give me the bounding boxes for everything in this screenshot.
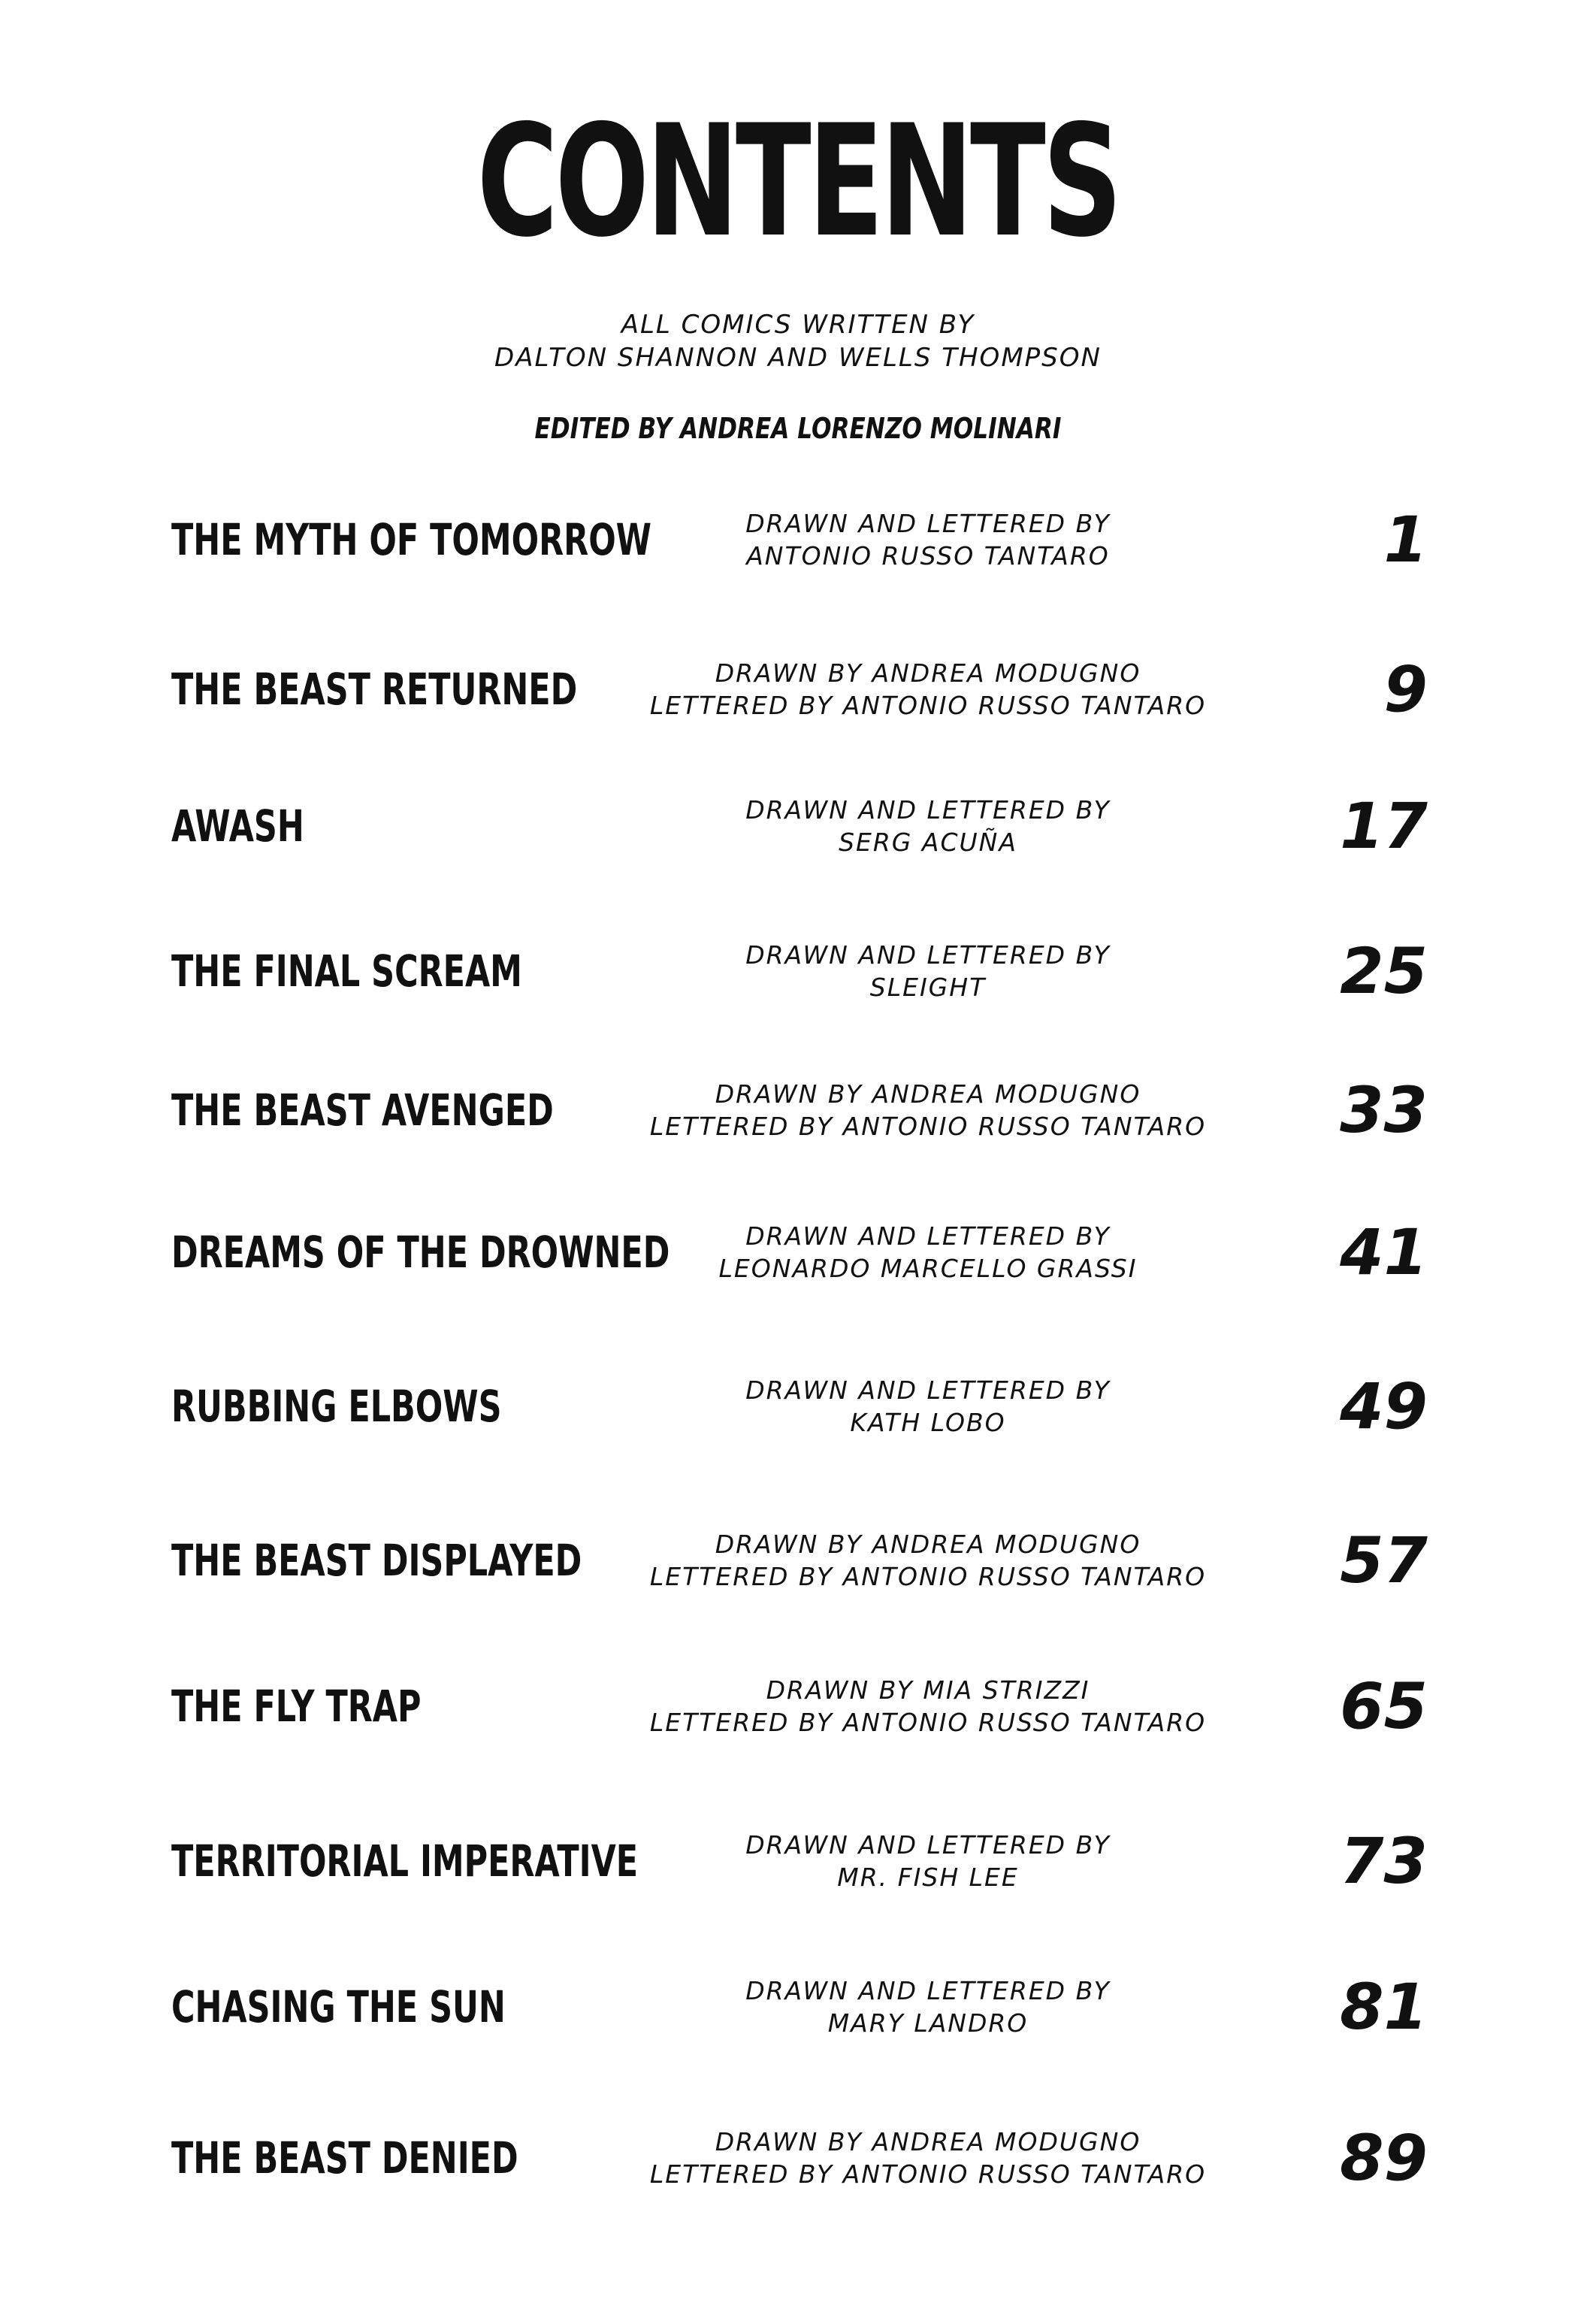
story-title: THE FLY TRAP bbox=[171, 1681, 422, 1732]
story-title: THE BEAST DISPLAYED bbox=[171, 1535, 582, 1586]
page-number: 81 bbox=[1340, 1970, 1428, 2044]
credit-line-1: DRAWN AND LETTERED BY bbox=[745, 1976, 1111, 2005]
story-title: THE FINAL SCREAM bbox=[171, 946, 522, 997]
story-title: THE BEAST DENIED bbox=[171, 2132, 518, 2184]
story-credit bbox=[631, 1069, 1225, 1152]
credit-line-2: LETTERED BY ANTONIO RUSSO TANTARO bbox=[649, 1112, 1207, 1141]
story-title: RUBBING ELBOWS bbox=[171, 1381, 502, 1432]
page-number: 9 bbox=[1383, 652, 1428, 726]
story-credit bbox=[631, 1966, 1225, 2048]
credit-line-2: MARY LANDRO bbox=[827, 2008, 1029, 2038]
page-number: 65 bbox=[1340, 1669, 1428, 1743]
story-credit bbox=[631, 2117, 1225, 2199]
credit-line-2: LETTERED BY ANTONIO RUSSO TANTARO bbox=[649, 2159, 1207, 2189]
story-title: THE BEAST AVENGED bbox=[171, 1085, 554, 1136]
page-number: 25 bbox=[1340, 934, 1428, 1008]
page-number: 89 bbox=[1340, 2121, 1428, 2195]
credit-line-2: KATH LOBO bbox=[850, 1408, 1006, 1437]
story-credit bbox=[631, 930, 1225, 1012]
page-number: 57 bbox=[1340, 1524, 1428, 1597]
toc-entry[interactable] bbox=[0, 1665, 1596, 1748]
credit-line-2: SERG ACUÑA bbox=[839, 828, 1017, 857]
story-title: THE MYTH OF TOMORROW bbox=[171, 514, 652, 565]
page-title: CONTENTS bbox=[476, 92, 1120, 271]
credit-line-1: DRAWN BY ANDREA MODUGNO bbox=[715, 1530, 1141, 1559]
credit-line-1: DRAWN AND LETTERED BY bbox=[745, 509, 1111, 538]
toc-entry[interactable] bbox=[0, 785, 1596, 867]
page-number: 33 bbox=[1340, 1073, 1428, 1147]
writers-credit-line-2: DALTON SHANNON AND WELLS THOMPSON bbox=[494, 343, 1102, 373]
toc-entry[interactable] bbox=[0, 1966, 1596, 2048]
toc-entry[interactable] bbox=[0, 1519, 1596, 1602]
toc-entry[interactable] bbox=[0, 1820, 1596, 1902]
toc-entry[interactable] bbox=[0, 930, 1596, 1012]
story-credit bbox=[631, 785, 1225, 867]
story-credit bbox=[631, 648, 1225, 731]
credit-line-1: DRAWN BY ANDREA MODUGNO bbox=[715, 2127, 1141, 2156]
credit-line-2: ANTONIO RUSSO TANTARO bbox=[746, 541, 1110, 570]
story-credit bbox=[631, 1665, 1225, 1748]
story-credit bbox=[631, 1211, 1225, 1294]
credit-line-1: DRAWN AND LETTERED BY bbox=[745, 795, 1111, 825]
credit-line-1: DRAWN BY ANDREA MODUGNO bbox=[715, 1079, 1141, 1109]
page-number: 1 bbox=[1383, 503, 1428, 577]
toc-entry[interactable] bbox=[0, 498, 1596, 581]
toc-entry[interactable] bbox=[0, 2117, 1596, 2199]
credit-line-1: DRAWN AND LETTERED BY bbox=[745, 940, 1111, 970]
credit-line-2: LETTERED BY ANTONIO RUSSO TANTARO bbox=[649, 691, 1207, 720]
story-title: TERRITORIAL IMPERATIVE bbox=[171, 1835, 639, 1887]
toc-entry[interactable] bbox=[0, 1365, 1596, 1448]
writers-credit bbox=[0, 308, 1596, 374]
story-title: DREAMS OF THE DROWNED bbox=[171, 1227, 670, 1278]
credit-line-2: MR. FISH LEE bbox=[837, 1863, 1019, 1892]
credit-line-2: LETTERED BY ANTONIO RUSSO TANTARO bbox=[649, 1562, 1207, 1591]
credit-line-2: SLEIGHT bbox=[869, 973, 987, 1002]
credit-line-1: DRAWN AND LETTERED BY bbox=[745, 1375, 1111, 1405]
story-credit bbox=[631, 1820, 1225, 1902]
credit-line-2: LETTERED BY ANTONIO RUSSO TANTARO bbox=[649, 1708, 1207, 1737]
credit-line-1: DRAWN AND LETTERED BY bbox=[745, 1221, 1111, 1251]
story-title: CHASING THE SUN bbox=[171, 1981, 506, 2032]
writers-credit-line-1: ALL COMICS WRITTEN BY bbox=[621, 310, 975, 340]
page-number: 73 bbox=[1340, 1824, 1428, 1898]
credit-line-1: DRAWN BY MIA STRIZZI bbox=[766, 1675, 1090, 1705]
credit-line-1: DRAWN BY ANDREA MODUGNO bbox=[715, 658, 1141, 688]
page-number: 49 bbox=[1340, 1369, 1428, 1443]
page-number: 17 bbox=[1340, 789, 1428, 863]
story-credit bbox=[631, 1365, 1225, 1448]
editor-credit: EDITED BY ANDREA LORENZO MOLINARI bbox=[534, 412, 1062, 445]
story-title: AWASH bbox=[171, 800, 304, 852]
story-credit bbox=[631, 1519, 1225, 1602]
credit-line-1: DRAWN AND LETTERED BY bbox=[745, 1830, 1111, 1860]
toc-entry[interactable] bbox=[0, 1211, 1596, 1294]
toc-entry[interactable] bbox=[0, 1069, 1596, 1152]
story-credit bbox=[631, 498, 1225, 581]
toc-entry[interactable] bbox=[0, 648, 1596, 731]
story-title: THE BEAST RETURNED bbox=[171, 664, 578, 715]
page-number: 41 bbox=[1340, 1215, 1428, 1289]
credit-line-2: LEONARDO MARCELLO GRASSI bbox=[718, 1254, 1138, 1283]
